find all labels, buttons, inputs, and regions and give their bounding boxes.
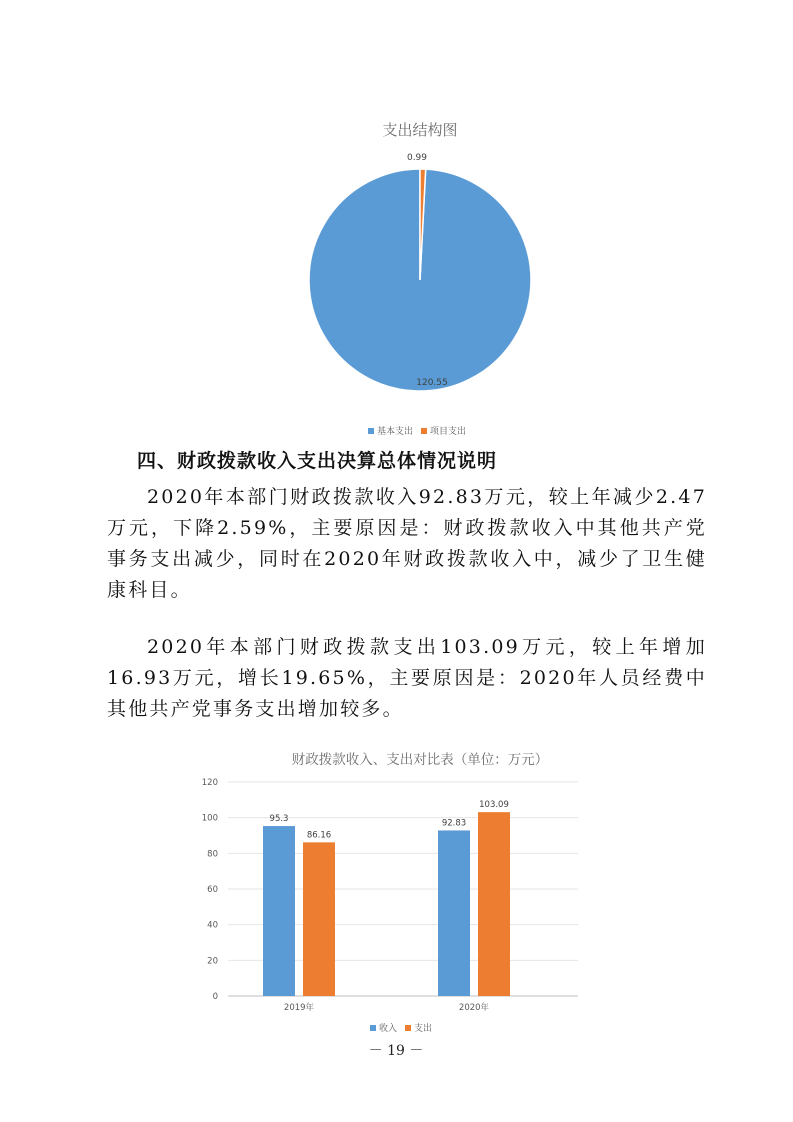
bar-legend-label-income: 收入 <box>379 1024 398 1034</box>
bar-chart <box>190 770 610 1020</box>
pie-data-label-0: 120.55 <box>416 378 448 388</box>
bar-category-label-0: 2019年 <box>283 1003 315 1013</box>
bar-legend-item-expenditure <box>405 1021 432 1034</box>
pie-chart-title: 支出结构图 <box>382 121 458 139</box>
paragraph-income: 2020年本部门财政拨款收入92.83万元，较上年减少2.47万元，下降2.59%，主要原因是：财政拨款收入中其他共产党事务支出减少，同时在2020年财政拨款收入中，减少了卫生健康科目。 <box>107 486 707 601</box>
bar-chart-legend <box>370 1021 432 1034</box>
pie-legend-swatch-project <box>421 428 427 434</box>
pie-chart <box>280 140 560 420</box>
bar-y-tick-label-2: 40 <box>207 920 218 931</box>
pie-legend-label-project: 项目支出 <box>430 427 467 437</box>
bar-data-label-0-1: 86.16 <box>306 830 332 841</box>
bar-1-1 <box>478 812 510 996</box>
bar-y-tick-label-5: 100 <box>201 813 218 824</box>
pie-legend-label-basic: 基本支出 <box>377 427 414 437</box>
section-heading: 四、财政拨款收入支出决算总体情况说明 <box>137 450 498 472</box>
bar-legend-label-expenditure: 支出 <box>414 1024 433 1034</box>
bar-data-label-1-0: 92.83 <box>441 818 467 829</box>
bar-y-tick-label-0: 0 <box>212 992 218 1002</box>
bar-data-label-1-1: 103.09 <box>479 800 509 811</box>
bar-legend-item-income <box>370 1021 397 1034</box>
bar-0-1 <box>303 842 335 996</box>
paragraph-expenditure: 2020年本部门财政拨款支出103.09万元，较上年增加16.93万元，增长19.65%，主要原因是：2020年人员经费中其他共产党事务支出增加较多。 <box>107 636 707 720</box>
pie-legend-item-project <box>421 424 466 437</box>
pie-legend-swatch-basic <box>368 428 374 434</box>
bar-y-tick-label-1: 20 <box>207 956 218 967</box>
bar-1-0 <box>438 830 470 996</box>
bar-legend-swatch-income <box>370 1025 376 1031</box>
page-number: － 19 － <box>368 1043 424 1059</box>
pie-data-label-1: 0.99 <box>406 153 428 163</box>
bar-y-tick-label-4: 80 <box>207 849 218 860</box>
pie-chart-legend <box>368 424 466 437</box>
bar-data-label-0-0: 95.3 <box>269 814 289 825</box>
bar-y-tick-label-3: 60 <box>207 885 218 895</box>
bar-0-0 <box>263 826 295 996</box>
bar-legend-swatch-expenditure <box>405 1025 411 1031</box>
bar-chart-title: 财政拨款收入、支出对比表（单位：万元） <box>291 752 549 768</box>
pie-legend-item-basic <box>368 424 413 437</box>
bar-category-label-1: 2020年 <box>458 1003 490 1013</box>
bar-y-tick-label-6: 120 <box>201 778 218 788</box>
